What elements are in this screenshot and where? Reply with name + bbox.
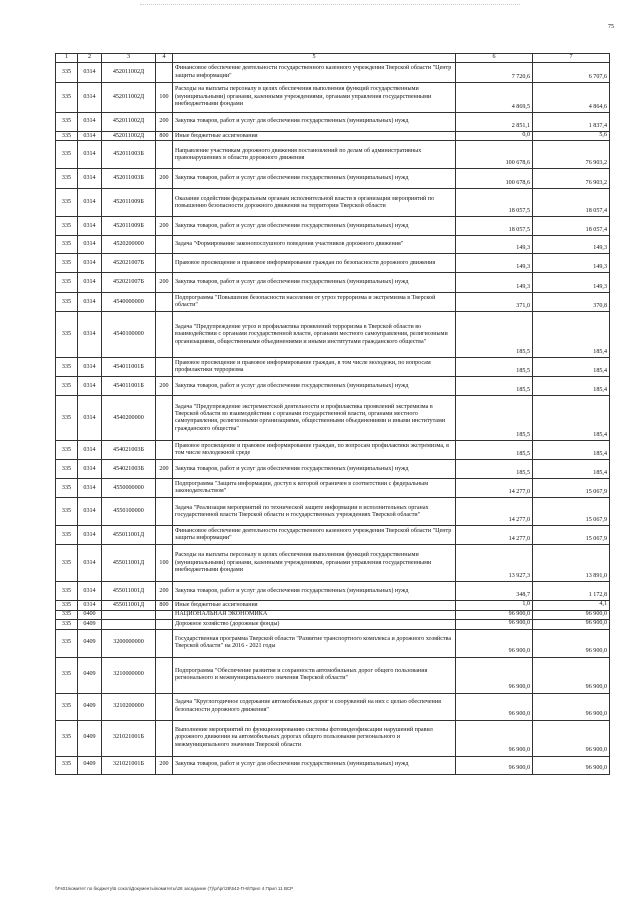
item-description: Задача "Реализация мероприятий по технической защите информации в исполнительных органах государственной власти Тверской области и государственных учреждениях Тверской области" bbox=[173, 498, 456, 526]
section-code: 0314 bbox=[78, 83, 102, 113]
section-code: 0409 bbox=[78, 693, 102, 720]
item-description: Закупка товаров, работ и услуг для обеспечения государственных (муниципальных) нужд bbox=[173, 756, 456, 774]
table-row bbox=[56, 460, 610, 479]
expense-type-code: 800 bbox=[156, 132, 173, 141]
target-article-code: 455011001Д bbox=[102, 526, 156, 545]
expense-type-code bbox=[156, 441, 173, 460]
amount-planned: 0,0 bbox=[456, 132, 533, 141]
section-code: 0314 bbox=[78, 441, 102, 460]
amount-executed: 149,3 bbox=[533, 273, 610, 293]
column-header: 6 bbox=[456, 54, 533, 63]
amount-executed: 1 172,8 bbox=[533, 582, 610, 601]
department-code: 335 bbox=[56, 141, 78, 169]
department-code: 335 bbox=[56, 545, 78, 582]
amount-planned: 96 900,0 bbox=[456, 693, 533, 720]
item-description: Финансовое обеспечение деятельности государственного казенного учреждения Тверской области "Центр защиты информации" bbox=[173, 526, 456, 545]
column-header: 7 bbox=[533, 54, 610, 63]
department-code: 335 bbox=[56, 236, 78, 254]
department-code: 335 bbox=[56, 756, 78, 774]
item-description: Закупка товаров, работ и услуг для обеспечения государственных (муниципальных) нужд bbox=[173, 460, 456, 479]
amount-planned: 2 851,1 bbox=[456, 113, 533, 132]
amount-planned: 14 277,0 bbox=[456, 479, 533, 498]
item-description: Расходы на выплаты персоналу в целях обеспечения выполнения функций государственными (муниципальными) органами, казенными учреждениями, органами управления государственными внебюджетными фондами bbox=[173, 83, 456, 113]
item-description: Подпрограмма "Повышение безопасности населения от угроз терроризма и экстремизма в Тверской области" bbox=[173, 293, 456, 312]
item-description: Направление участникам дорожного движения постановлений по делам об административных правонарушениях в области дорожного движения bbox=[173, 141, 456, 169]
section-code: 0314 bbox=[78, 254, 102, 273]
amount-executed: 76 903,2 bbox=[533, 141, 610, 169]
item-description: Правовое просвещение и правовое информирование граждан, в том числе молодежи, по вопросам профилактики терроризма bbox=[173, 358, 456, 377]
amount-executed: 5,6 bbox=[533, 132, 610, 141]
section-code: 0409 bbox=[78, 657, 102, 693]
table-row bbox=[56, 236, 610, 254]
page-number: 75 bbox=[608, 24, 614, 30]
target-article-code: 452021007Б bbox=[102, 254, 156, 273]
amount-executed: 96 900,0 bbox=[533, 610, 610, 619]
section-code: 0314 bbox=[78, 312, 102, 358]
amount-planned: 14 277,0 bbox=[456, 526, 533, 545]
item-description: Закупка товаров, работ и услуг для обеспечения государственных (муниципальных) нужд bbox=[173, 169, 456, 189]
amount-planned: 185,5 bbox=[456, 358, 533, 377]
table-row bbox=[56, 620, 610, 629]
section-code: 0314 bbox=[78, 169, 102, 189]
target-article-code: 4540200000 bbox=[102, 396, 156, 441]
department-code: 335 bbox=[56, 358, 78, 377]
section-code: 0314 bbox=[78, 396, 102, 441]
amount-planned: 100 678,6 bbox=[456, 169, 533, 189]
expense-type-code: 100 bbox=[156, 545, 173, 582]
table-row bbox=[56, 526, 610, 545]
item-description: Дорожное хозяйство (дорожные фонды) bbox=[173, 620, 456, 629]
department-code: 335 bbox=[56, 479, 78, 498]
section-code: 0314 bbox=[78, 601, 102, 610]
section-code: 0314 bbox=[78, 358, 102, 377]
department-code: 335 bbox=[56, 526, 78, 545]
amount-planned: 96 900,0 bbox=[456, 610, 533, 619]
department-code: 335 bbox=[56, 601, 78, 610]
expense-type-code bbox=[156, 479, 173, 498]
target-article-code: 454021003Б bbox=[102, 441, 156, 460]
amount-executed: 15 067,9 bbox=[533, 498, 610, 526]
table-row bbox=[56, 273, 610, 293]
item-description: Оказание содействия федеральным органам исполнительной власти в организации мероприятий по повышению безопасности дорожного движения на территории Тверской области bbox=[173, 189, 456, 217]
section-code: 0314 bbox=[78, 460, 102, 479]
item-description: Подпрограмма "Защита информации, доступ к которой ограничен в соответствии с федеральным законодательством" bbox=[173, 479, 456, 498]
department-code: 335 bbox=[56, 441, 78, 460]
target-article-code: 452011003Б bbox=[102, 169, 156, 189]
amount-executed: 370,8 bbox=[533, 293, 610, 312]
section-code: 0314 bbox=[78, 293, 102, 312]
amount-executed: 96 900,0 bbox=[533, 693, 610, 720]
amount-planned: 7 720,6 bbox=[456, 63, 533, 83]
section-code: 0314 bbox=[78, 582, 102, 601]
expense-type-code bbox=[156, 526, 173, 545]
amount-planned: 96 900,0 bbox=[456, 756, 533, 774]
expense-type-code: 200 bbox=[156, 582, 173, 601]
column-header: 5 bbox=[173, 54, 456, 63]
amount-executed: 96 900,0 bbox=[533, 620, 610, 629]
amount-executed: 185,4 bbox=[533, 396, 610, 441]
expense-type-code bbox=[156, 189, 173, 217]
target-article-code: 4550100000 bbox=[102, 498, 156, 526]
target-article-code: 454011001Б bbox=[102, 377, 156, 396]
budget-table bbox=[55, 53, 610, 775]
table-row bbox=[56, 441, 610, 460]
target-article-code: 454021003Б bbox=[102, 460, 156, 479]
table-row bbox=[56, 254, 610, 273]
table-row bbox=[56, 358, 610, 377]
table-row bbox=[56, 582, 610, 601]
table-row bbox=[56, 629, 610, 657]
section-code: 0314 bbox=[78, 273, 102, 293]
expense-type-code bbox=[156, 254, 173, 273]
table-row bbox=[56, 756, 610, 774]
section-code: 0314 bbox=[78, 141, 102, 169]
amount-executed: 149,3 bbox=[533, 236, 610, 254]
item-description: Выполнение мероприятий по функционированию системы фотовидеофиксации нарушений правил дорожного движения на автомобильных дорогах общего пользования регионального и межмуниципального значения Тверской области bbox=[173, 720, 456, 756]
amount-planned: 371,0 bbox=[456, 293, 533, 312]
section-code: 0409 bbox=[78, 756, 102, 774]
table-row bbox=[56, 479, 610, 498]
column-header: 1 bbox=[56, 54, 78, 63]
target-article-code bbox=[102, 620, 156, 629]
target-article-code: 3210200000 bbox=[102, 693, 156, 720]
table-row bbox=[56, 498, 610, 526]
file-path-footer: \\Fs01\комитет по бюджету\Б сокол\Документы\комитеты\28 заседание (7)\pr\pr\28\542-П-6\Прил 4 Прил 11 ВСР bbox=[55, 886, 294, 891]
table-row bbox=[56, 377, 610, 396]
target-article-code: 452021007Б bbox=[102, 273, 156, 293]
expense-type-code bbox=[156, 236, 173, 254]
section-code: 0314 bbox=[78, 545, 102, 582]
target-article-code: 4540000000 bbox=[102, 293, 156, 312]
department-code: 335 bbox=[56, 189, 78, 217]
table-row bbox=[56, 189, 610, 217]
amount-planned: 14 277,0 bbox=[456, 498, 533, 526]
target-article-code: 3200000000 bbox=[102, 629, 156, 657]
item-description: Закупка товаров, работ и услуг для обеспечения государственных (муниципальных) нужд bbox=[173, 273, 456, 293]
department-code: 335 bbox=[56, 657, 78, 693]
department-code: 335 bbox=[56, 693, 78, 720]
table-row bbox=[56, 132, 610, 141]
amount-planned: 185,5 bbox=[456, 377, 533, 396]
amount-executed: 96 900,0 bbox=[533, 756, 610, 774]
target-article-code: 452011009Б bbox=[102, 217, 156, 236]
amount-executed: 149,3 bbox=[533, 254, 610, 273]
item-description: Закупка товаров, работ и услуг для обеспечения государственных (муниципальных) нужд bbox=[173, 377, 456, 396]
target-article-code: 455011001Д bbox=[102, 545, 156, 582]
target-article-code: 454011001Б bbox=[102, 358, 156, 377]
target-article-code: 452011003Б bbox=[102, 141, 156, 169]
amount-executed: 18 057,4 bbox=[533, 217, 610, 236]
table-row bbox=[56, 720, 610, 756]
target-article-code: 321021001Б bbox=[102, 756, 156, 774]
target-article-code bbox=[102, 610, 156, 619]
department-code: 335 bbox=[56, 629, 78, 657]
table-row bbox=[56, 141, 610, 169]
table-row bbox=[56, 293, 610, 312]
expense-type-code bbox=[156, 358, 173, 377]
table-row bbox=[56, 396, 610, 441]
amount-executed: 4,1 bbox=[533, 601, 610, 610]
amount-executed: 96 900,0 bbox=[533, 657, 610, 693]
expense-type-code bbox=[156, 396, 173, 441]
expense-type-code bbox=[156, 498, 173, 526]
item-description: Закупка товаров, работ и услуг для обеспечения государственных (муниципальных) нужд bbox=[173, 217, 456, 236]
department-code: 335 bbox=[56, 620, 78, 629]
section-code: 0314 bbox=[78, 132, 102, 141]
expense-type-code bbox=[156, 620, 173, 629]
item-description: Задача "Предупреждение угроз и профилактика проявлений терроризма в Тверской области во взаимодействии с органами государственной власти, органами местного самоуправления, религиозными организациями, общественными объединениями и иными институтами гражданского общества" bbox=[173, 312, 456, 358]
amount-executed: 185,4 bbox=[533, 312, 610, 358]
item-description: НАЦИОНАЛЬНАЯ ЭКОНОМИКА bbox=[173, 610, 456, 619]
amount-planned: 18 057,5 bbox=[456, 189, 533, 217]
department-code: 335 bbox=[56, 83, 78, 113]
item-description: Задача "Формирование законопослушного поведения участников дорожного движения" bbox=[173, 236, 456, 254]
amount-planned: 185,5 bbox=[456, 312, 533, 358]
item-description: Финансовое обеспечение деятельности государственного казенного учреждения Тверской области "Центр защиты информации" bbox=[173, 63, 456, 83]
expense-type-code: 200 bbox=[156, 377, 173, 396]
target-article-code: 321021001Б bbox=[102, 720, 156, 756]
department-code: 335 bbox=[56, 169, 78, 189]
column-header: 2 bbox=[78, 54, 102, 63]
item-description: Задача "Круглогодичное содержание автомобильных дорог и сооружений на них с целью обеспечения безопасности дорожного движения" bbox=[173, 693, 456, 720]
amount-planned: 13 927,3 bbox=[456, 545, 533, 582]
department-code: 335 bbox=[56, 132, 78, 141]
section-code: 0409 bbox=[78, 620, 102, 629]
expense-type-code bbox=[156, 693, 173, 720]
expense-type-code: 200 bbox=[156, 113, 173, 132]
amount-executed: 18 057,4 bbox=[533, 189, 610, 217]
item-description: Правовое просвещение и правовое информирование граждан, по вопросам профилактики экстремизма, в том числе молодежной среде bbox=[173, 441, 456, 460]
amount-executed: 96 900,0 bbox=[533, 629, 610, 657]
department-code: 335 bbox=[56, 720, 78, 756]
target-article-code: 452011002Д bbox=[102, 83, 156, 113]
amount-executed: 15 067,9 bbox=[533, 526, 610, 545]
section-code: 0314 bbox=[78, 479, 102, 498]
target-article-code: 452011002Д bbox=[102, 132, 156, 141]
department-code: 335 bbox=[56, 273, 78, 293]
department-code: 335 bbox=[56, 217, 78, 236]
target-article-code: 4540100000 bbox=[102, 312, 156, 358]
table-row bbox=[56, 113, 610, 132]
amount-planned: 4 869,5 bbox=[456, 83, 533, 113]
expense-type-code bbox=[156, 657, 173, 693]
amount-planned: 149,3 bbox=[456, 254, 533, 273]
section-code: 0314 bbox=[78, 498, 102, 526]
expense-type-code: 100 bbox=[156, 83, 173, 113]
item-description: Иные бюджетные ассигнования bbox=[173, 132, 456, 141]
column-header: 3 bbox=[102, 54, 156, 63]
table-row bbox=[56, 693, 610, 720]
amount-planned: 348,7 bbox=[456, 582, 533, 601]
amount-planned: 149,3 bbox=[456, 236, 533, 254]
table-row bbox=[56, 610, 610, 619]
department-code: 335 bbox=[56, 312, 78, 358]
target-article-code: 4550000000 bbox=[102, 479, 156, 498]
column-header: 4 bbox=[156, 54, 173, 63]
expense-type-code: 800 bbox=[156, 601, 173, 610]
section-code: 0409 bbox=[78, 720, 102, 756]
amount-planned: 96 900,0 bbox=[456, 620, 533, 629]
amount-planned: 185,5 bbox=[456, 460, 533, 479]
item-description: Правовое просвещение и правовое информирование граждан по безопасности дорожного движения bbox=[173, 254, 456, 273]
amount-executed: 13 891,0 bbox=[533, 545, 610, 582]
section-code: 0409 bbox=[78, 629, 102, 657]
expense-type-code bbox=[156, 63, 173, 83]
expense-type-code: 200 bbox=[156, 460, 173, 479]
amount-planned: 185,5 bbox=[456, 441, 533, 460]
item-description: Расходы на выплаты персоналу в целях обеспечения выполнения функций государственными (муниципальными) органами, казенными учреждениями, органами управления государственными внебюджетными фондами bbox=[173, 545, 456, 582]
amount-executed: 6 707,6 bbox=[533, 63, 610, 83]
amount-planned: 149,3 bbox=[456, 273, 533, 293]
table-row bbox=[56, 83, 610, 113]
table-row bbox=[56, 601, 610, 610]
department-code: 335 bbox=[56, 113, 78, 132]
department-code: 335 bbox=[56, 254, 78, 273]
expense-type-code bbox=[156, 293, 173, 312]
target-article-code: 455011001Д bbox=[102, 582, 156, 601]
target-article-code: 455011001Д bbox=[102, 601, 156, 610]
target-article-code: 452011009Б bbox=[102, 189, 156, 217]
target-article-code: 4520200000 bbox=[102, 236, 156, 254]
expense-type-code bbox=[156, 312, 173, 358]
department-code: 335 bbox=[56, 63, 78, 83]
target-article-code: 452011002Д bbox=[102, 63, 156, 83]
amount-executed: 4 864,6 bbox=[533, 83, 610, 113]
target-article-code: 452011002Д bbox=[102, 113, 156, 132]
item-description: Закупка товаров, работ и услуг для обеспечения государственных (муниципальных) нужд bbox=[173, 582, 456, 601]
amount-executed: 76 903,2 bbox=[533, 169, 610, 189]
expense-type-code: 200 bbox=[156, 169, 173, 189]
expense-type-code: 200 bbox=[156, 756, 173, 774]
scan-artifact-line bbox=[140, 4, 520, 5]
amount-executed: 185,4 bbox=[533, 358, 610, 377]
item-description: Государственная программа Тверской области "Развитие транспортного комплекса и дорожного хозяйства Тверской области" на 2016 - 2021 годы bbox=[173, 629, 456, 657]
department-code: 335 bbox=[56, 460, 78, 479]
item-description: Подпрограмма "Обеспечение развития и сохранности автомобильных дорог общего пользования регионального и межмуниципального значения Тверской области" bbox=[173, 657, 456, 693]
amount-executed: 185,4 bbox=[533, 377, 610, 396]
amount-executed: 185,4 bbox=[533, 441, 610, 460]
section-code: 0314 bbox=[78, 113, 102, 132]
amount-planned: 96 900,0 bbox=[456, 629, 533, 657]
amount-executed: 96 900,0 bbox=[533, 720, 610, 756]
table-header-row bbox=[56, 54, 610, 63]
amount-planned: 100 678,6 bbox=[456, 141, 533, 169]
item-description: Иные бюджетные ассигнования bbox=[173, 601, 456, 610]
department-code: 335 bbox=[56, 293, 78, 312]
item-description: Закупка товаров, работ и услуг для обеспечения государственных (муниципальных) нужд bbox=[173, 113, 456, 132]
department-code: 335 bbox=[56, 396, 78, 441]
section-code: 0314 bbox=[78, 236, 102, 254]
department-code: 335 bbox=[56, 377, 78, 396]
amount-planned: 185,5 bbox=[456, 396, 533, 441]
expense-type-code bbox=[156, 610, 173, 619]
table-row bbox=[56, 63, 610, 83]
expense-type-code: 200 bbox=[156, 273, 173, 293]
amount-planned: 96 900,0 bbox=[456, 657, 533, 693]
table-row bbox=[56, 169, 610, 189]
amount-executed: 185,4 bbox=[533, 460, 610, 479]
table-row bbox=[56, 217, 610, 236]
department-code: 335 bbox=[56, 610, 78, 619]
table-row bbox=[56, 545, 610, 582]
section-code: 0314 bbox=[78, 63, 102, 83]
amount-executed: 15 067,9 bbox=[533, 479, 610, 498]
target-article-code: 3210000000 bbox=[102, 657, 156, 693]
department-code: 335 bbox=[56, 582, 78, 601]
amount-planned: 96 900,0 bbox=[456, 720, 533, 756]
section-code: 0314 bbox=[78, 526, 102, 545]
section-code: 0314 bbox=[78, 189, 102, 217]
section-code: 0400 bbox=[78, 610, 102, 619]
amount-planned: 1,0 bbox=[456, 601, 533, 610]
section-code: 0314 bbox=[78, 377, 102, 396]
expense-type-code bbox=[156, 629, 173, 657]
item-description: Задача "Предупреждение экстремистской деятельности и профилактика проявлений экстремизма в Тверской области во взаимодействии с органами государственной власти, органами местного самоуправления, религиозными организациями, общественными объединениями и иными институтами гражданского общества" bbox=[173, 396, 456, 441]
section-code: 0314 bbox=[78, 217, 102, 236]
amount-planned: 18 057,5 bbox=[456, 217, 533, 236]
table-row bbox=[56, 312, 610, 358]
amount-executed: 1 837,4 bbox=[533, 113, 610, 132]
expense-type-code bbox=[156, 720, 173, 756]
expense-type-code: 200 bbox=[156, 217, 173, 236]
table-row bbox=[56, 657, 610, 693]
department-code: 335 bbox=[56, 498, 78, 526]
expense-type-code bbox=[156, 141, 173, 169]
